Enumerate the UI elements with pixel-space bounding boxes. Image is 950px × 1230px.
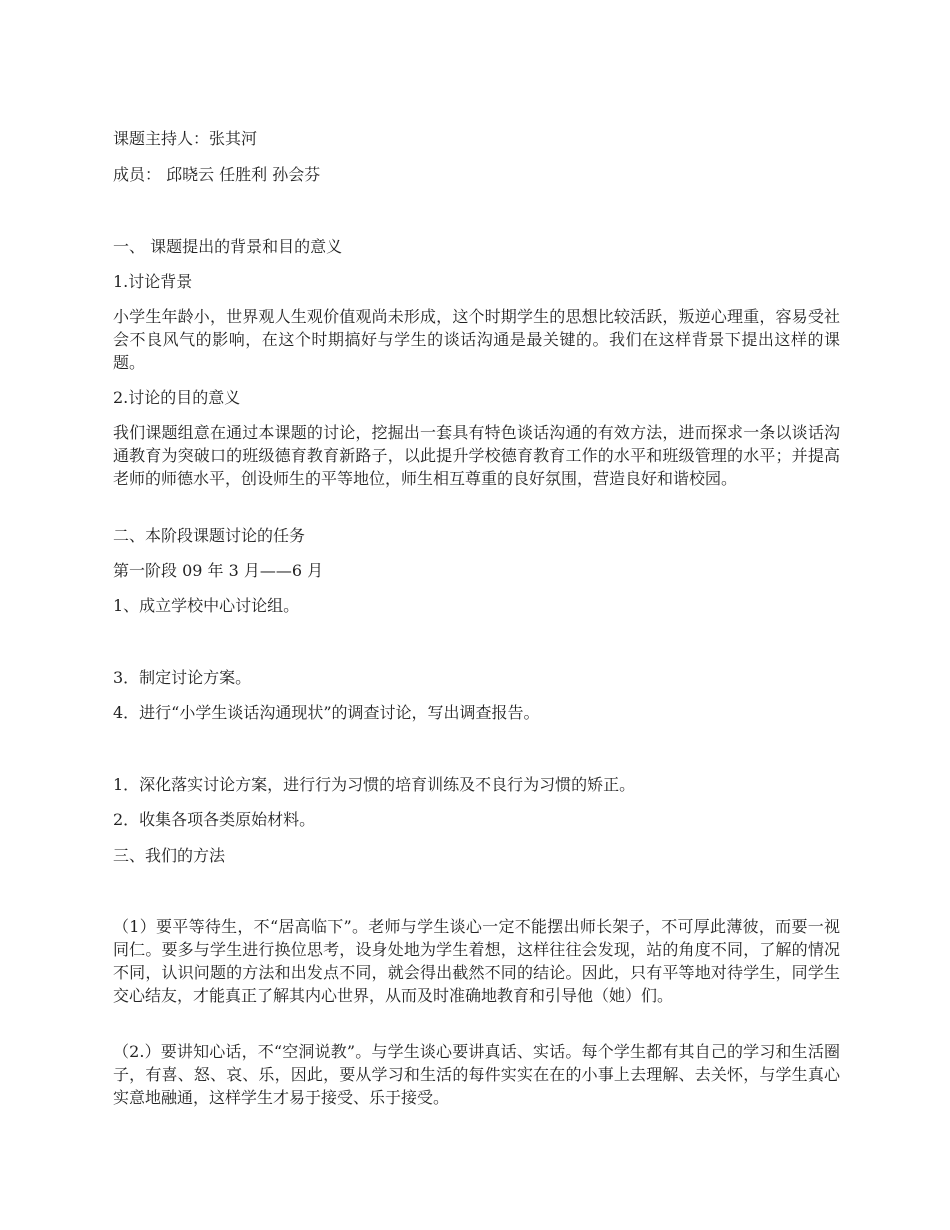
host-line: 课题主持人：张其河	[113, 129, 258, 148]
task-b-item-2: 2．收集各项各类原始材料。	[113, 810, 316, 829]
sub1-heading: 1.讨论背景	[113, 272, 193, 291]
section2-heading: 二、本阶段课题讨论的任务	[113, 526, 306, 545]
task-b-item-1: 1．深化落实讨论方案，进行行为习惯的培育训练及不良行为习惯的矫正。	[113, 775, 636, 794]
method-paragraph-2: （2.）要讲知心话，不“空洞说教”。与学生谈心要讲真话、实话。每个学生都有其自己的学习和生活圈子，有喜、怒、哀、乐，因此，要从学习和生活的每件实实在在的小事上去理解、去关怀，与学生真心实意地融通，这样学生才易于接受、乐于接受。	[113, 1042, 840, 1107]
task-item-1: 1、成立学校中心讨论组。	[113, 596, 300, 615]
section3-heading: 三、我们的方法	[113, 846, 226, 865]
sub2-paragraph: 我们课题组意在通过本课题的讨论，挖掘出一套具有特色谈话沟通的有效方法，进而探求一条以谈话沟通教育为突破口的班级德育教育新路子，以此提升学校德育教育工作的水平和班级管理的水平；并提高老师的师德水平，创设师生的平等地位，师生相互尊重的良好氛围，营造良好和谐校园。	[113, 423, 840, 488]
members-line: 成员： 邱晓云 任胜利 孙会芬	[113, 165, 321, 184]
sub1-paragraph: 小学生年龄小，世界观人生观价值观尚未形成，这个时期学生的思想比较活跃，叛逆心理重，容易受社会不良风气的影响，在这个时期搞好与学生的谈话沟通是最关键的。我们在这样背景下提出这样的课题。	[113, 307, 840, 372]
stage1-line: 第一阶段 09 年 3 月——6 月	[113, 561, 324, 580]
task-item-3: 3．制定讨论方案。	[113, 668, 252, 687]
task-item-4: 4．进行“小学生谈话沟通现状”的调查讨论，写出调查报告。	[113, 703, 540, 722]
section1-heading: 一、 课题提出的背景和目的意义	[113, 237, 343, 256]
sub2-heading: 2.讨论的目的意义	[113, 388, 241, 407]
method-paragraph-1: （1）要平等待生，不“居高临下”。老师与学生谈心一定不能摆出师长架子，不可厚此薄彼，而要一视同仁。要多与学生进行换位思考，设身处地为学生着想，这样往往会发现，站的角度不同，了解的情况不同，认识问题的方法和出发点不同，就会得出截然不同的结论。因此，只有平等地对待学生，同学生交心结友，才能真正了解其内心世界，从而及时准确地教育和引导他（她）们。	[113, 917, 840, 1005]
